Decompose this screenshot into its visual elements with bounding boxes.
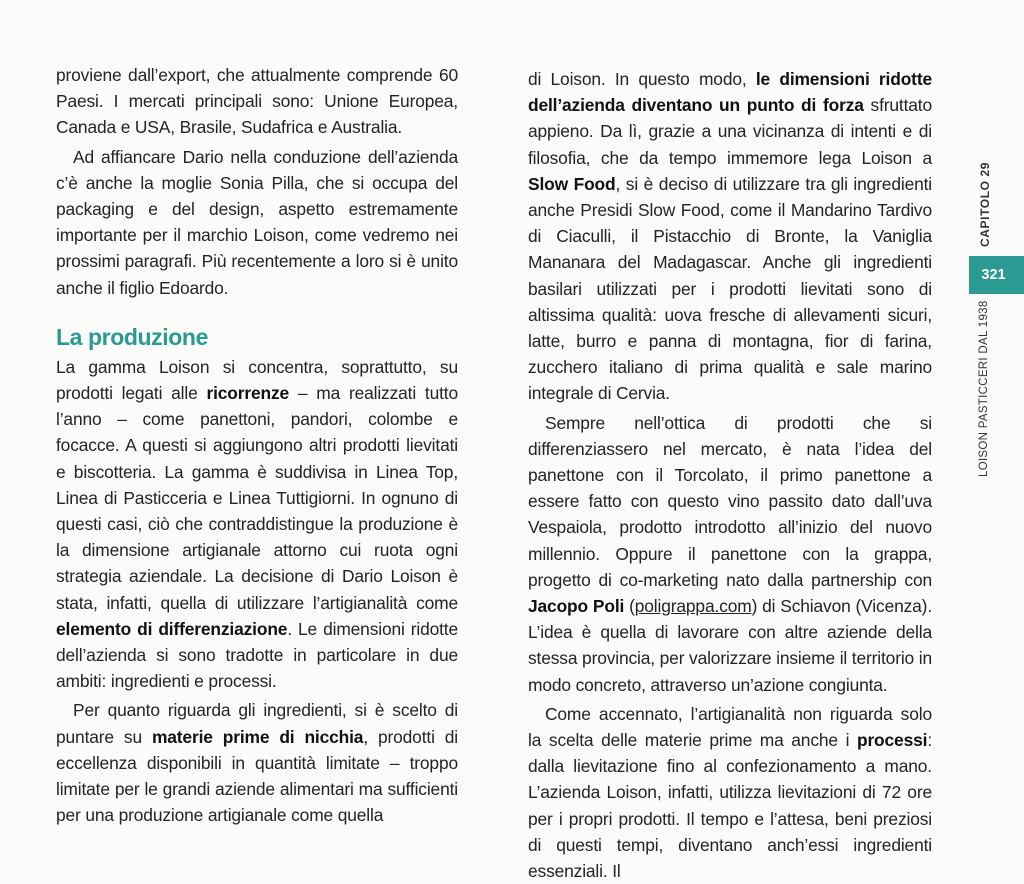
text-run: Sempre nell’ottica di prodotti che si differenziassero nel mercato, è nata l’idea del panettone con il Torcolato, il primo panettone a essere fatto con questo vino passito dato dall’uva Vespaiola, prodotto introdotto all’inizio del nuovo millennio. Oppure il panettone con la grappa, progetto di co-marketing nato dalla partnership con (528, 412, 932, 590)
text-run: , prodotti di eccellenza disponibili in quantità limitate – troppo limitate per le grandi aziende alimentari ma sufficienti per una produzione artigianale come quella (56, 726, 458, 826)
paragraph (528, 66, 932, 407)
paragraph (56, 354, 458, 695)
bold-phrase: Slow Food (528, 173, 616, 194)
text-run: Per quanto riguarda gli ingredienti, si è scelto di puntare su (56, 700, 458, 747)
paragraph (56, 62, 458, 141)
paragraph (528, 701, 932, 884)
bold-phrase: le dimensioni ridotte dell’azienda diventano un punto di forza (528, 69, 932, 116)
paragraph (56, 697, 458, 828)
bold-phrase: processi (856, 730, 928, 751)
text-run: di Loison. In questo modo, (528, 69, 756, 89)
right-column (528, 66, 932, 884)
text-run: . Le dimensioni ridotte dell’azienda si sono tradotte in particolare in due ambiti: ingredienti e processi. (56, 618, 459, 692)
text-run: Come accennato, l’artigianalità non riguarda solo la scelta delle materie prime ma anche i (528, 703, 932, 751)
bold-phrase: Jacopo Poli (528, 596, 625, 617)
section-heading: La produzione (56, 323, 208, 350)
paragraph (56, 144, 458, 301)
text-run: Ad affiancare Dario nella conduzione dell’azienda c’è anche la moglie Sonia Pilla, che si occupa del packaging e del design, aspetto estremamente importante per il marchio Loison, come vedremo nei prossimi paragrafi. Più recentemente a loro si è unito anche il figlio Edoardo. (56, 146, 458, 298)
left-paragraphs-production (56, 354, 458, 829)
left-paragraphs-intro (56, 62, 458, 301)
text-run: ) di Schiavon (Vicenza). L’idea è quella di lavorare con altre aziende della stessa provincia, per valorizzare insieme il territorio in modo concreto, attraverso un’azione congiunta. (528, 596, 932, 695)
text-run: – ma realizzati tutto l’anno – come panettoni, pandori, colombe e focacce. A questi si aggiungono altri prodotti lievitati e biscotteria. La gamma è suddivisa in Linea Top, Linea di Pasticceria e Linea Tuttigiorni. In ognuno di questi casi, ciò che contraddistingue la produzione è la dimensione artigianale attorno cui ruota ogni strategia aziendale. La decisione di Dario Loison è stata, infatti, quella di utilizzare l’artigianalità come (56, 383, 458, 613)
text-run: proviene dall’export, che attualmente comprende 60 Paesi. I mercati principali sono: Unione Europea, Canada e USA, Brasile, Sudafrica e Australia. (56, 65, 458, 138)
text-run: , si è deciso di utilizzare tra gli ingredienti anche Presidi Slow Food, come il Mandarino Tardivo di Ciaculli, il Pistacchio di Bronte, la Vaniglia Mananara del Madagascar. Anche gli ingredienti basilari utilizzati per i prodotti lievitati sono di altissima qualità: uova fresche di allevamenti sicuri, latte, burro e panna di montagna, fior di farina, zucchero italiano di prima qualità e sale marino integrale di Cervia. (528, 173, 933, 404)
book-title-label: LOISON PASTICCERI DAL 1938 (978, 300, 990, 477)
chapter-label: CAPITOLO 29 (978, 162, 992, 248)
text-run: La gamma Loison si concentra, soprattutto, su prodotti legati alle (56, 356, 458, 404)
left-column (56, 62, 458, 828)
paragraph (528, 410, 932, 698)
text-run: sfruttato appieno. Da lì, grazie a una vicinanza di intenti e di filosofia, che da tempo immemore lega Loison a (528, 95, 932, 168)
text-run: : dalla lievitazione fino al confezionamento a mano. L’azienda Loison, infatti, utilizza lievitazioni di 72 ore per i propri prodotti. Il tempo e l’attesa, beni preziosi di questi tempi, diventano anch’essi ingredienti essenziali. Il (528, 730, 932, 882)
page-number: 321 (981, 267, 1006, 283)
bold-phrase: elemento di differenziazione (56, 618, 288, 639)
bold-phrase: materie prime di nicchia (151, 726, 364, 747)
text-run: ( (624, 596, 635, 617)
website-link[interactable]: poligrappa.com (634, 596, 752, 617)
right-paragraphs (528, 66, 932, 884)
bold-phrase: ricorrenze (206, 383, 290, 404)
page-number-tab (969, 256, 1024, 294)
